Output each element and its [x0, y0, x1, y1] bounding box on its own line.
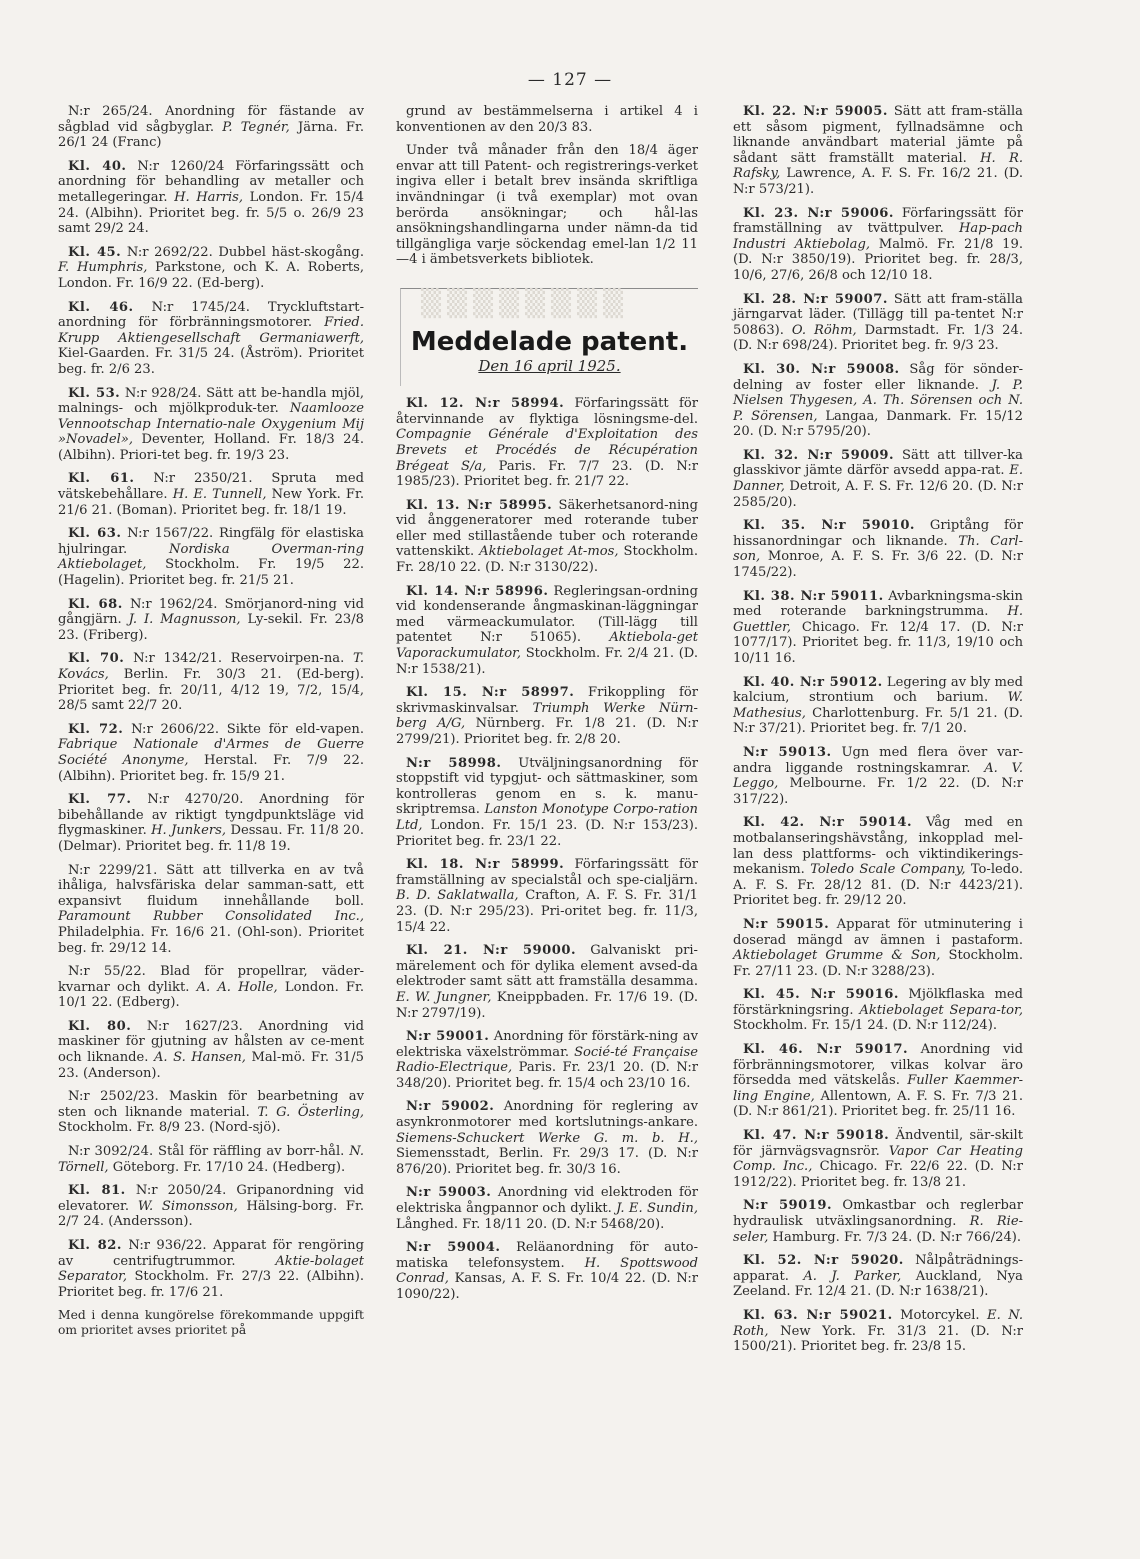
class-number: Kl. 72.: [68, 721, 124, 737]
patent-details: Mal-mö. Fr. 31/5 23. (Anderson).: [58, 1050, 364, 1081]
patent-description: N:r 1962/24. Smörjanord-ning vid gångjärn.: [58, 596, 364, 628]
objection-notice: Under två månader från den 18/4 äger envar att till Patent- och registrerings-verket ingiva eller i betalt brev insända skriftliga invändningar (i två exemplar) mot ovan berörda ansökningar; och hål-las ansökningshandlingarna under nämn-da tid tillgängliga varje söckendag emel-lan 1/2 11—4 i ämbetsverkets bibliotek.: [396, 143, 698, 268]
patent-holder: Fabrique Nationale d'Armes de Guerre Société Anonyme,: [58, 737, 364, 768]
patent-entry: [58, 471, 364, 518]
patent-description: N:r 2299/21. Sätt att tillverka en av två ihåliga, halvsfäriska delar samman-satt, ett expansivt fluidum innehållande boll.: [58, 862, 364, 909]
patent-entry: [58, 722, 364, 784]
class-number: Kl. 40.: [743, 674, 795, 690]
patent-holder: E. N. Roth,: [733, 1307, 1023, 1339]
patent-details: Parkstone, och K. A. Roberts, London. Fr. 16/9 22. (Ed-berg).: [58, 260, 365, 291]
patent-entry: [58, 792, 364, 854]
patent-entry: [396, 857, 698, 935]
patent-description: N:r 2050/24. Gripanordning vid elevatorer.: [58, 1183, 364, 1214]
patent-entry: [733, 292, 1023, 354]
class-number: Kl. 23.: [743, 205, 799, 221]
class-number: Kl. 45.: [743, 987, 801, 1003]
patent-holder: Aktiebola-get Vaporackumulator,: [396, 630, 698, 662]
patent-description: Säkerhetsanord-ning vid ånggeneratorer med roterande tuber eller med stillastående tuber och roterande vattenskikt.: [396, 497, 698, 560]
patent-holder: E. W. Jungner,: [396, 989, 492, 1005]
patent-holder: Fried. Krupp Aktiengesellschaft Germaniawerft,: [58, 315, 364, 346]
class-number: Kl. 15.: [406, 685, 468, 701]
patent-description: Anordning vid elektroden för elektriska ångpannor och dylikt.: [396, 1185, 699, 1217]
patent-entry: [733, 104, 1023, 198]
patent-entry: [396, 584, 698, 678]
patent-details: Stockholm. Fr. 8/9 23. (Nord-sjö).: [58, 1120, 281, 1136]
patent-number: N:r 59009.: [798, 447, 895, 463]
patent-number: N:r 59007.: [796, 291, 888, 307]
patent-details: Malmö. Fr. 21/8 19. (D. N:r 3850/19). Prioritet beg. fr. 28/3, 10/6, 27/6, 26/8 och 12/10 18.: [733, 236, 1024, 283]
patent-details: Stockholm. Fr. 27/11 23. (D. N:r 3288/23).: [733, 948, 1023, 979]
class-number: Kl. 47.: [743, 1128, 797, 1144]
patent-details: Stockholm. Fr. 19/5 22. (Hagelin). Prioritet beg. fr. 21/5 21.: [58, 557, 364, 589]
patent-entry: [733, 448, 1023, 510]
patent-holder: Aktiebolaget At-mos,: [479, 544, 619, 560]
column-left: [58, 104, 364, 1338]
class-number: Kl. 52.: [743, 1253, 802, 1269]
patent-holder: Hap-pach Industri Aktiebolag,: [733, 221, 1023, 252]
patent-entry: [58, 104, 364, 151]
class-number: Kl. 30.: [743, 361, 801, 377]
patent-description: N:r 1627/23. Anordning vid maskiner för gjutning av hålsten av ce-ment och liknande.: [58, 1018, 364, 1066]
patent-holder: Compagnie Générale d'Exploitation des Brevets et Procédés de Récupération Brégeat S/a,: [396, 427, 698, 474]
patent-holder: A. S. Hansen,: [153, 1050, 246, 1066]
patent-holder: Aktie-bolaget Separator,: [58, 1253, 364, 1285]
patent-details: Paris. Fr. 23/1 20. (D. N:r 348/20). Prioritet beg. fr. 15/4 och 23/10 16.: [396, 1060, 698, 1091]
patent-holder: Toledo Scale Company,: [810, 862, 966, 878]
patent-number: N:r 58997.: [467, 685, 575, 701]
class-number: Kl. 18.: [406, 857, 464, 873]
patent-details: London. Fr. 10/1 22. (Edberg).: [58, 979, 364, 1011]
patent-holder: H. Junkers,: [151, 823, 227, 839]
patent-number: N:r 59006.: [798, 205, 894, 221]
class-number: Kl. 61.: [68, 471, 135, 487]
patent-entry: [733, 917, 1023, 979]
patent-description: N:r 928/24. Sätt att be-handla mjöl, malnings- och mjölkproduk-ter.: [58, 385, 364, 417]
patent-description: Våg med en motbalanseringshävstång, inkopplad mel-lan dess plattforms- och viktindikerings-mekanism.: [733, 815, 1023, 878]
patent-description: N:r 1260/24 Förfaringssätt och anordning för behandling av metaller och metallegeringar.: [58, 158, 364, 205]
patent-description: Ugn med flera över var-andra liggande rostningskamrar.: [733, 744, 1024, 776]
patent-entry: [396, 1099, 698, 1177]
class-number: Kl. 12.: [406, 396, 464, 412]
patent-number: N:r 59000.: [467, 943, 577, 959]
patent-number: N:r 59014.: [804, 815, 913, 831]
patent-details: Monroe, A. F. S. Fr. 3/6 22. (D. N:r 1745/22).: [733, 549, 1023, 581]
patent-entry: [733, 745, 1023, 807]
class-number: Kl. 35.: [743, 518, 806, 534]
patent-details: Paris. Fr. 7/7 23. (D. N:r 1985/23). Prioritet beg. fr. 21/7 22.: [396, 458, 698, 490]
patent-entry: [58, 526, 364, 588]
patent-entry: [733, 518, 1023, 580]
patent-description: Anordning vid förbränningsmotorer, vilkas kolvar äro försedda med vätskelås.: [733, 1042, 1023, 1089]
class-number: Kl. 22.: [743, 104, 797, 119]
patent-description: N:r 1342/21. Reservoirpen-na.: [124, 651, 345, 667]
patent-holder: Aktiebolaget Grumme & Son,: [733, 948, 941, 964]
patent-description: Sätt att fram-ställa järngarvat läder. (Tillägg till pa-tentet N:r 50863).: [733, 291, 1023, 338]
patent-holder: W. Mathesius,: [733, 690, 1023, 721]
patent-entry: [58, 863, 364, 957]
patent-entry: [733, 675, 1023, 737]
patent-number: N:r 58994.: [463, 396, 565, 412]
patent-entry: [733, 206, 1023, 284]
patent-holder: Naamlooze Vennootschap Internatio-nale Oxygenium Mij »Novadel»,: [58, 401, 364, 448]
patent-holder: Socié-té Française Radio-Electrique,: [396, 1044, 698, 1076]
patent-description: Förfaringssätt för återvinnande av flyktiga lösningsme-del.: [396, 396, 698, 427]
patent-holder: J. I. Magnusson,: [128, 612, 241, 628]
patent-description: Förfaringssätt för framställning av specialstål och spe-cialjärn.: [396, 857, 698, 888]
patent-number: N:r 59004.: [406, 1240, 501, 1256]
patent-holder: J. P. Nielsen Thygesen, A. Th. Sörensen och N. P. Sörensen,: [733, 377, 1024, 424]
patent-holder: H. Guettler,: [733, 604, 1023, 635]
patent-entry: [396, 756, 698, 850]
class-number: Kl. 32.: [743, 447, 799, 463]
patent-entry: [733, 987, 1023, 1034]
patent-description: N:r 2692/22. Dubbel häst-skogång.: [121, 244, 364, 260]
patent-number: N:r 59021.: [798, 1307, 893, 1323]
patent-details: Dessau. Fr. 11/8 20. (Delmar). Prioritet beg. fr. 11/8 19.: [58, 823, 364, 854]
patent-description: Anordning för förstärk-ning av elektriska växelströmmar.: [396, 1029, 698, 1060]
patent-holder: H. E. Tunnell,: [172, 487, 267, 503]
patent-details: Stockholm. Fr. 2/4 21. (D. N:r 1538/21).: [396, 646, 698, 677]
patent-details: London. Fr. 15/4 24. (Albihn). Prioritet beg. fr. 5/5 o. 26/9 23 samt 29/2 24.: [58, 189, 364, 237]
granted-patents-list: [396, 396, 698, 1302]
patent-details: Deventer, Holland. Fr. 18/3 24. (Albihn). Priori-tet beg. fr. 19/3 23.: [58, 432, 364, 463]
patent-holder: F. Humphris,: [58, 260, 148, 276]
patent-details: New York. Fr. 31/3 21. (D. N:r 1500/21). Prioritet beg. fr. 23/8 15.: [733, 1323, 1023, 1355]
patent-entry: [58, 159, 364, 237]
patent-details: Järna. Fr. 26/1 24 (Franc): [58, 119, 364, 151]
patent-description: Förfaringssätt för framställning av tvättpulver.: [733, 205, 1023, 237]
patent-number: N:r 59008.: [800, 361, 900, 377]
section-date: Den 16 april 1925.: [478, 356, 621, 375]
patent-entry: [58, 1183, 364, 1230]
patent-entry: [58, 1089, 364, 1136]
patent-description: Galvaniskt pri-märelement och för dylika element avsed-da elektroder samt sätt att framställa desamma.: [396, 943, 698, 990]
patent-number: N:r 59005.: [796, 104, 888, 119]
patent-entry: [58, 1019, 364, 1081]
patent-details: Allentown, A. F. S. Fr. 7/3 21. (D. N:r 861/21). Prioritet beg. fr. 25/11 16.: [733, 1088, 1023, 1120]
patent-description: Såg för sönder-delning av foster eller liknande.: [733, 361, 1023, 393]
patent-holder: J. E. Sundin,: [616, 1201, 698, 1217]
patent-details: Nürnberg. Fr. 1/8 21. (D. N:r 2799/21). Prioritet beg. fr. 2/8 20.: [396, 716, 698, 747]
patent-details: Langaa, Danmark. Fr. 15/12 20. (D. N:r 5795/20).: [733, 408, 1023, 440]
patent-details: Stockholm. Fr. 15/1 24. (D. N:r 112/24).: [733, 1018, 998, 1034]
patent-description: Legering av bly med kalcium, strontium och barium.: [733, 674, 1023, 706]
patent-details: Philadelphia. Fr. 16/6 21. (Ohl-son). Prioritet beg. fr. 29/12 14.: [58, 924, 364, 956]
patent-entry: [58, 386, 364, 464]
patent-holder: H. Spottswood Conrad,: [396, 1255, 698, 1287]
class-number: Kl. 80.: [68, 1018, 132, 1034]
patent-entry: [58, 245, 364, 292]
column-right: [733, 104, 1023, 1363]
column-middle: [396, 104, 698, 1311]
page-number: — 127 —: [527, 70, 613, 90]
priority-footnote: Med i denna kungörelse förekommande uppgift om prioritet avses prioritet på: [58, 1308, 364, 1338]
class-number: Kl. 63.: [743, 1307, 799, 1323]
class-number: Kl. 81.: [68, 1183, 126, 1199]
patent-details: To-ledo. A. F. S. Fr. 28/12 81. (D. N:r 4423/21). Prioritet beg. fr. 29/12 20.: [733, 862, 1023, 909]
patent-number: N:r 59003.: [406, 1185, 492, 1201]
patent-entry: [396, 685, 698, 747]
patent-holder: Aktiebolaget Separa-tor,: [859, 1002, 1023, 1018]
patent-entry: [733, 362, 1023, 440]
patent-holder: A. V. Leggo,: [733, 760, 1023, 792]
patent-entry: [396, 943, 698, 1021]
class-number: Kl. 46.: [743, 1042, 804, 1058]
patent-number: N:r 59018.: [796, 1128, 890, 1144]
patent-number: N:r 59002.: [406, 1099, 495, 1115]
section-heading: Meddelade patent.: [410, 326, 689, 357]
patent-description: N:r 2350/21. Spruta med vätskebehållare.: [58, 471, 364, 503]
class-number: Kl. 82.: [68, 1238, 122, 1253]
patent-entry: [58, 964, 364, 1011]
patent-holder: A. A. Holle,: [196, 979, 278, 995]
patent-description: N:r 4270/20. Anordning för bibehållande av riktigt tyngdpunktsläge vid flygmaskiner.: [58, 792, 364, 839]
patent-details: Stockholm. Fr. 27/3 22. (Albihn). Prioritet beg. fr. 17/6 21.: [58, 1269, 364, 1300]
patent-details: Stockholm. Fr. 28/10 22. (D. N:r 3130/22).: [396, 544, 698, 576]
patent-entry: [396, 1240, 698, 1302]
patent-details: Lawrence, A. F. S. Fr. 16/2 21. (D. N:r 573/21).: [733, 166, 1023, 197]
patent-details: New York. Fr. 21/6 21. (Boman). Prioritet beg. fr. 18/1 19.: [58, 487, 364, 518]
patent-holder: T. G. Österling,: [257, 1104, 364, 1120]
patent-details: Hälsing-borg. Fr. 2/7 24. (Andersson).: [58, 1198, 364, 1230]
patent-holder: H. Harris,: [174, 189, 244, 205]
announcement-box: [400, 288, 698, 386]
patent-description: Sätt att tillver-ka glasskivor jämte därför avsedd appa-rat.: [733, 447, 1023, 479]
patent-number: N:r 59019.: [743, 1198, 833, 1214]
class-number: Kl. 63.: [68, 526, 122, 542]
patent-holder: B. D. Saklatwalla,: [396, 888, 519, 904]
patent-number: N:r 59001.: [406, 1029, 490, 1045]
patent-description: Griptång för hissanordningar och liknande.: [733, 518, 1023, 549]
patent-description: N:r 55/22. Blad för propellrar, väder-kvarnar och dylikt.: [58, 964, 364, 995]
patent-entry: [733, 815, 1023, 909]
patent-holder: Th. Carl-son,: [733, 533, 1023, 565]
patent-number: N:r 58996.: [458, 583, 549, 599]
patent-number: N:r 59012.: [794, 674, 883, 690]
patent-number: N:r 59013.: [743, 744, 832, 760]
patent-entry: [396, 1029, 698, 1091]
patent-holder: P. Tegnér,: [222, 119, 290, 135]
patent-holder: R. Rie-seler,: [733, 1214, 1023, 1245]
patent-description: N:r 2606/22. Sikte för eld-vapen.: [123, 721, 364, 737]
patent-holder: Paramount Rubber Consolidated Inc.,: [58, 909, 364, 925]
patent-number: N:r 59011.: [795, 588, 884, 604]
patent-entry: [733, 1042, 1023, 1120]
patent-description: Nålpåträdnings-apparat.: [733, 1253, 1023, 1284]
patent-details: Kneippbaden. Fr. 17/6 19. (D. N:r 2797/19).: [396, 989, 698, 1021]
class-number: Kl. 38.: [743, 588, 796, 604]
patent-holder: N. Törnell,: [58, 1144, 364, 1175]
patent-number: N:r 59020.: [801, 1253, 904, 1269]
patent-description: Mjölkflaska med förstärkningsring.: [733, 987, 1023, 1018]
class-number: Kl. 21.: [406, 943, 468, 959]
prior-notice: grund av bestämmelserna i artikel 4 i konventionen av den 20/3 83.: [396, 104, 698, 135]
patent-entry: [733, 1198, 1023, 1245]
patent-details: Chicago. Fr. 22/6 22. (D. N:r 1912/22). Prioritet beg. fr. 13/8 21.: [733, 1159, 1023, 1190]
patent-holder: H. R. Rafsky,: [733, 150, 1023, 182]
patent-details: Auckland, Nya Zeeland. Fr. 12/4 21. (D. N:r 1638/21).: [733, 1268, 1023, 1300]
patent-description: N:r 3092/24. Stål för räffling av borr-hål.: [68, 1144, 345, 1160]
patent-description: N:r 1745/24. Tryckluftstart-anordning för förbränningsmotorer.: [58, 299, 364, 331]
patent-entry: [396, 1185, 698, 1232]
patent-description: N:r 936/22. Apparat för rengöring av centrifugtrummor.: [58, 1238, 364, 1269]
patent-entry: [733, 589, 1023, 667]
patent-description: Utväljningsanordning för stoppstift vid typgjut- och sättmaskiner, som kontrolleras genom en s. k. manu-skriptremsa.: [396, 755, 698, 818]
patent-details: Berlin. Fr. 30/3 21. (Ed-berg). Prioritet beg. fr. 20/11, 4/12 19, 7/2, 15/4, 28/5 samt 22/7 20.: [58, 667, 364, 714]
class-number: Kl. 53.: [68, 385, 121, 401]
patent-details: Kansas, A. F. S. Fr. 10/4 22. (D. N:r 1090/22).: [396, 1271, 698, 1302]
patent-description: Apparat för utminutering i doserad mängd av ämnen i pastaform.: [733, 916, 1023, 948]
patent-details: Siemensstadt, Berlin. Fr. 29/3 17. (D. N:r 876/20). Prioritet beg. fr. 30/3 16.: [396, 1146, 698, 1177]
patent-number: N:r 59017.: [803, 1042, 908, 1058]
patent-number: N:r 59015.: [743, 916, 830, 932]
patent-description: Sätt att fram-ställa ett såsom pigment, fyllnadsämne och liknande användbart material jämte på sådant sätt framställt material.: [733, 104, 1023, 166]
class-number: Kl. 13.: [406, 497, 460, 513]
patent-details: Herstal. Fr. 7/9 22. (Albihn). Prioritet beg. fr. 15/9 21.: [58, 752, 364, 784]
patent-number: N:r 59010.: [805, 518, 915, 534]
patent-entry: [733, 1128, 1023, 1190]
patent-description: Frikoppling för skrivmaskinvalsar.: [396, 685, 698, 716]
patent-entry: [396, 498, 698, 576]
patent-holder: Lanston Monotype Corpo-ration Ltd,: [396, 802, 698, 833]
patent-description: N:r 1567/22. Ringfälg för elastiska hjulringar.: [58, 526, 364, 557]
patent-holder: Fuller Kaemmer-ling Engine,: [733, 1073, 1023, 1104]
patent-holder: O. Röhm,: [791, 322, 857, 338]
patent-description: N:r 2502/23. Maskin för bearbetning av sten och liknande material.: [58, 1089, 364, 1120]
patent-details: Melbourne. Fr. 1/2 22. (D. N:r 317/22).: [733, 776, 1023, 807]
patent-entry: [58, 651, 364, 713]
patent-description: Omkastbar och reglerbar hydraulisk utväxlingsanordning.: [733, 1198, 1023, 1229]
patent-entry: [58, 597, 364, 644]
patent-description: Avbarkningsma-skin med roterande barkningstrumma.: [733, 588, 1023, 620]
patent-entry: [733, 1308, 1023, 1355]
patent-details: Hamburg. Fr. 7/3 24. (D. N:r 766/24).: [768, 1229, 1022, 1245]
patent-number: N:r 58999.: [463, 857, 565, 873]
patent-holder: E. Danner,: [733, 463, 1023, 495]
class-number: Kl. 42.: [743, 815, 805, 831]
class-number: Kl. 14.: [406, 583, 459, 599]
class-number: Kl. 77.: [68, 792, 132, 808]
patent-holder: Siemens-Schuckert Werke G. m. b. H.,: [396, 1130, 698, 1146]
patent-entry: [733, 1253, 1023, 1300]
patent-details: Kiel-Gaarden. Fr. 31/5 24. (Åström). Prioritet beg. fr. 2/6 23.: [58, 346, 364, 377]
patent-description: N:r 265/24. Anordning för fästande av sågblad vid sågbyglar.: [58, 104, 364, 135]
patent-details: Darmstadt. Fr. 1/3 24. (D. N:r 698/24). Prioritet beg. fr. 9/3 23.: [733, 322, 1024, 354]
patent-holder: T. Kovács,: [58, 651, 364, 682]
patent-number: N:r 59016.: [800, 987, 899, 1003]
class-number: Kl. 40.: [68, 158, 127, 174]
patent-entry: [58, 1238, 364, 1300]
patent-details: Crafton, A. F. S. Fr. 31/1 23. (D. N:r 295/23). Pri-oritet beg. fr. 11/3, 15/4 22.: [396, 888, 698, 935]
patent-entry: [396, 396, 698, 490]
patent-holder: W. Simonsson,: [137, 1198, 238, 1214]
patent-details: Charlottenburg. Fr. 5/1 21. (D. N:r 37/21). Prioritet beg. fr. 7/1 20.: [733, 705, 1023, 737]
patent-description: Ändventil, sär-skilt för järnvägsvagnsrör.: [733, 1128, 1023, 1159]
class-number: Kl. 70.: [68, 651, 125, 667]
patent-description: Regleringsan-ordning vid kondenserande ångmaskinan-läggningar med värmeackumulator. (Till-lägg till patentet N:r 51065).: [396, 583, 698, 646]
patent-holder: Vapor Car Heating Comp. Inc.,: [733, 1143, 1023, 1175]
patent-entry: [58, 300, 364, 378]
patent-holder: A. J. Parker,: [803, 1268, 902, 1284]
patent-description: Reläanordning för auto-matiska telefonsystem.: [396, 1240, 698, 1271]
patent-number: N:r 58995.: [459, 497, 553, 513]
patent-details: Långhed. Fr. 18/11 20. (D. N:r 5468/20).: [396, 1216, 665, 1232]
patent-details: Ly-sekil. Fr. 23/8 23. (Friberg).: [58, 612, 364, 643]
class-number: Kl. 68.: [68, 596, 123, 612]
patent-number: N:r 58998.: [406, 755, 502, 771]
patent-details: London. Fr. 15/1 23. (D. N:r 153/23). Prioritet beg. fr. 23/1 22.: [396, 817, 698, 849]
class-number: Kl. 46.: [68, 299, 134, 315]
patent-description: Anordning för reglering av asynkronmotorer med kortslutnings-ankare.: [396, 1099, 699, 1131]
patent-details: Chicago. Fr. 12/4 17. (D. N:r 1077/17). Prioritet beg. fr. 11/3, 19/10 och 10/11 16.: [733, 619, 1023, 666]
patent-entry: [58, 1144, 364, 1175]
patent-holder: Triumph Werke Nürn-berg A/G,: [396, 700, 698, 732]
patent-details: Göteborg. Fr. 17/10 24. (Hedberg).: [108, 1159, 346, 1175]
bleed-through-stamp: ▒▒▒▒▒▒▒▒: [421, 288, 629, 319]
class-number: Kl. 45.: [68, 244, 122, 260]
patent-details: Detroit, A. F. S. Fr. 12/6 20. (D. N:r 2585/20).: [733, 479, 1023, 510]
patent-description: Motorcykel.: [892, 1307, 980, 1323]
patent-holder: Nordiska Overman-ring Aktiebolaget,: [58, 541, 364, 573]
class-number: Kl. 28.: [743, 291, 797, 307]
